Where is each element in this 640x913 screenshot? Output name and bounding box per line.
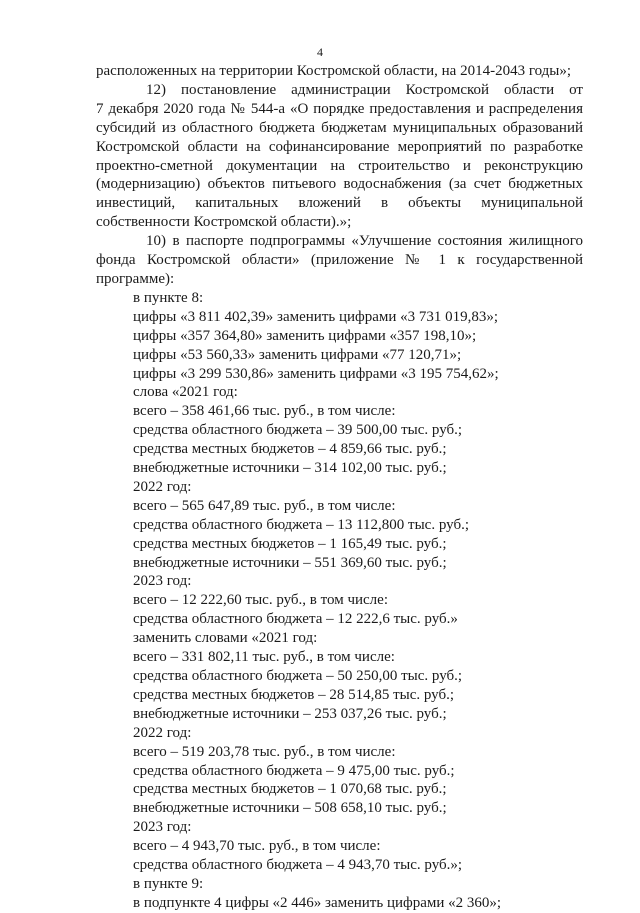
list-item: средства областного бюджета – 9 475,00 тыс. руб.; [133,762,455,779]
page-number: 4 [317,45,323,59]
list-item: в пункте 9: [133,875,204,892]
text-line: проектно-сметной документации на строительство и реконструкцию [96,157,583,174]
text-line: (модернизацию) объектов питьевого водоснабжения (за счет бюджетных [96,176,583,193]
text-line: собственности Костромской области).»; [96,214,352,231]
list-item: средства областного бюджета – 13 112,800 тыс. руб.; [133,516,469,533]
list-item: 2022 год: [133,478,192,495]
list-item: заменить словами «2021 год: [133,630,318,647]
list-item: всего – 358 461,66 тыс. руб., в том числе: [133,403,396,420]
list-item: средства областного бюджета – 39 500,00 тыс. руб.; [133,422,463,439]
list-item: средства местных бюджетов – 1 070,68 тыс. руб.; [133,781,447,798]
text-line: 7 декабря 2020 года № 544-а «О порядке предоставления и распределения [96,100,583,117]
list-item: средства местных бюджетов – 4 859,66 тыс. руб.; [133,441,447,458]
list-item: средства местных бюджетов – 28 514,85 тыс. руб.; [133,686,455,703]
list-item: цифры «3 299 530,86» заменить цифрами «3 195 754,62»; [133,365,499,382]
list-item: всего – 12 222,60 тыс. руб., в том числе: [133,592,388,609]
text-line: 10) в паспорте подпрограммы «Улучшение состояния жилищного [146,233,583,250]
list-item: внебюджетные источники – 314 102,00 тыс. руб.; [133,460,447,477]
list-item: средства областного бюджета – 12 222,6 тыс. руб.» [133,611,458,628]
list-item: средства местных бюджетов – 1 165,49 тыс. руб.; [133,535,447,552]
list-item: 2022 год: [133,724,192,741]
text-line: расположенных на территории Костромской области, на 2014-2043 годы»; [96,63,572,79]
amendment-list [96,289,583,913]
list-item: средства областного бюджета – 4 943,70 тыс. руб.»; [133,857,463,874]
list-item: средства областного бюджета – 50 250,00 тыс. руб.; [133,668,463,684]
text-line: инвестиций, капитальных вложений в объекты муниципальной [96,195,583,212]
list-item: всего – 331 802,11 тыс. руб., в том числе: [133,649,395,666]
list-item: внебюджетные источники – 551 369,60 тыс. руб.; [133,554,447,571]
paragraph-item-12 [96,81,583,232]
list-item: всего – 565 647,89 тыс. руб., в том числе: [133,497,396,514]
text-line: 12) постановление администрации Костромской области от [146,81,583,98]
list-item: в подпункте 4 цифры «2 446» заменить цифрами «2 360»; [133,894,502,911]
document-body [96,62,583,913]
list-item: 2023 год: [133,819,192,836]
list-item: внебюджетные источники – 508 658,10 тыс. руб.; [133,800,447,817]
text-line: фонда Костромской области» (приложение № 1 к государственной [96,252,583,269]
text-line: программе): [96,270,175,287]
text-line: Костромской области на софинансирование мероприятий по разработке [96,138,583,155]
list-item: внебюджетные источники – 253 037,26 тыс. руб.; [133,705,447,722]
list-item: всего – 4 943,70 тыс. руб., в том числе: [133,838,381,855]
list-item: слова «2021 год: [133,384,238,401]
list-item: цифры «357 364,80» заменить цифрами «357 198,10»; [133,327,477,344]
list-item: в пункте 8: [133,289,204,306]
paragraph-continuation [96,62,583,81]
list-item: цифры «53 560,33» заменить цифрами «77 120,71»; [133,346,462,363]
text-line: субсидий из областного бюджета бюджетам муниципальных образований [96,119,583,136]
paragraph-item-10 [96,232,583,289]
list-item: всего – 519 203,78 тыс. руб., в том числе: [133,743,396,760]
list-item: 2023 год: [133,573,192,590]
list-item: цифры «3 811 402,39» заменить цифрами «3 731 019,83»; [133,308,499,325]
